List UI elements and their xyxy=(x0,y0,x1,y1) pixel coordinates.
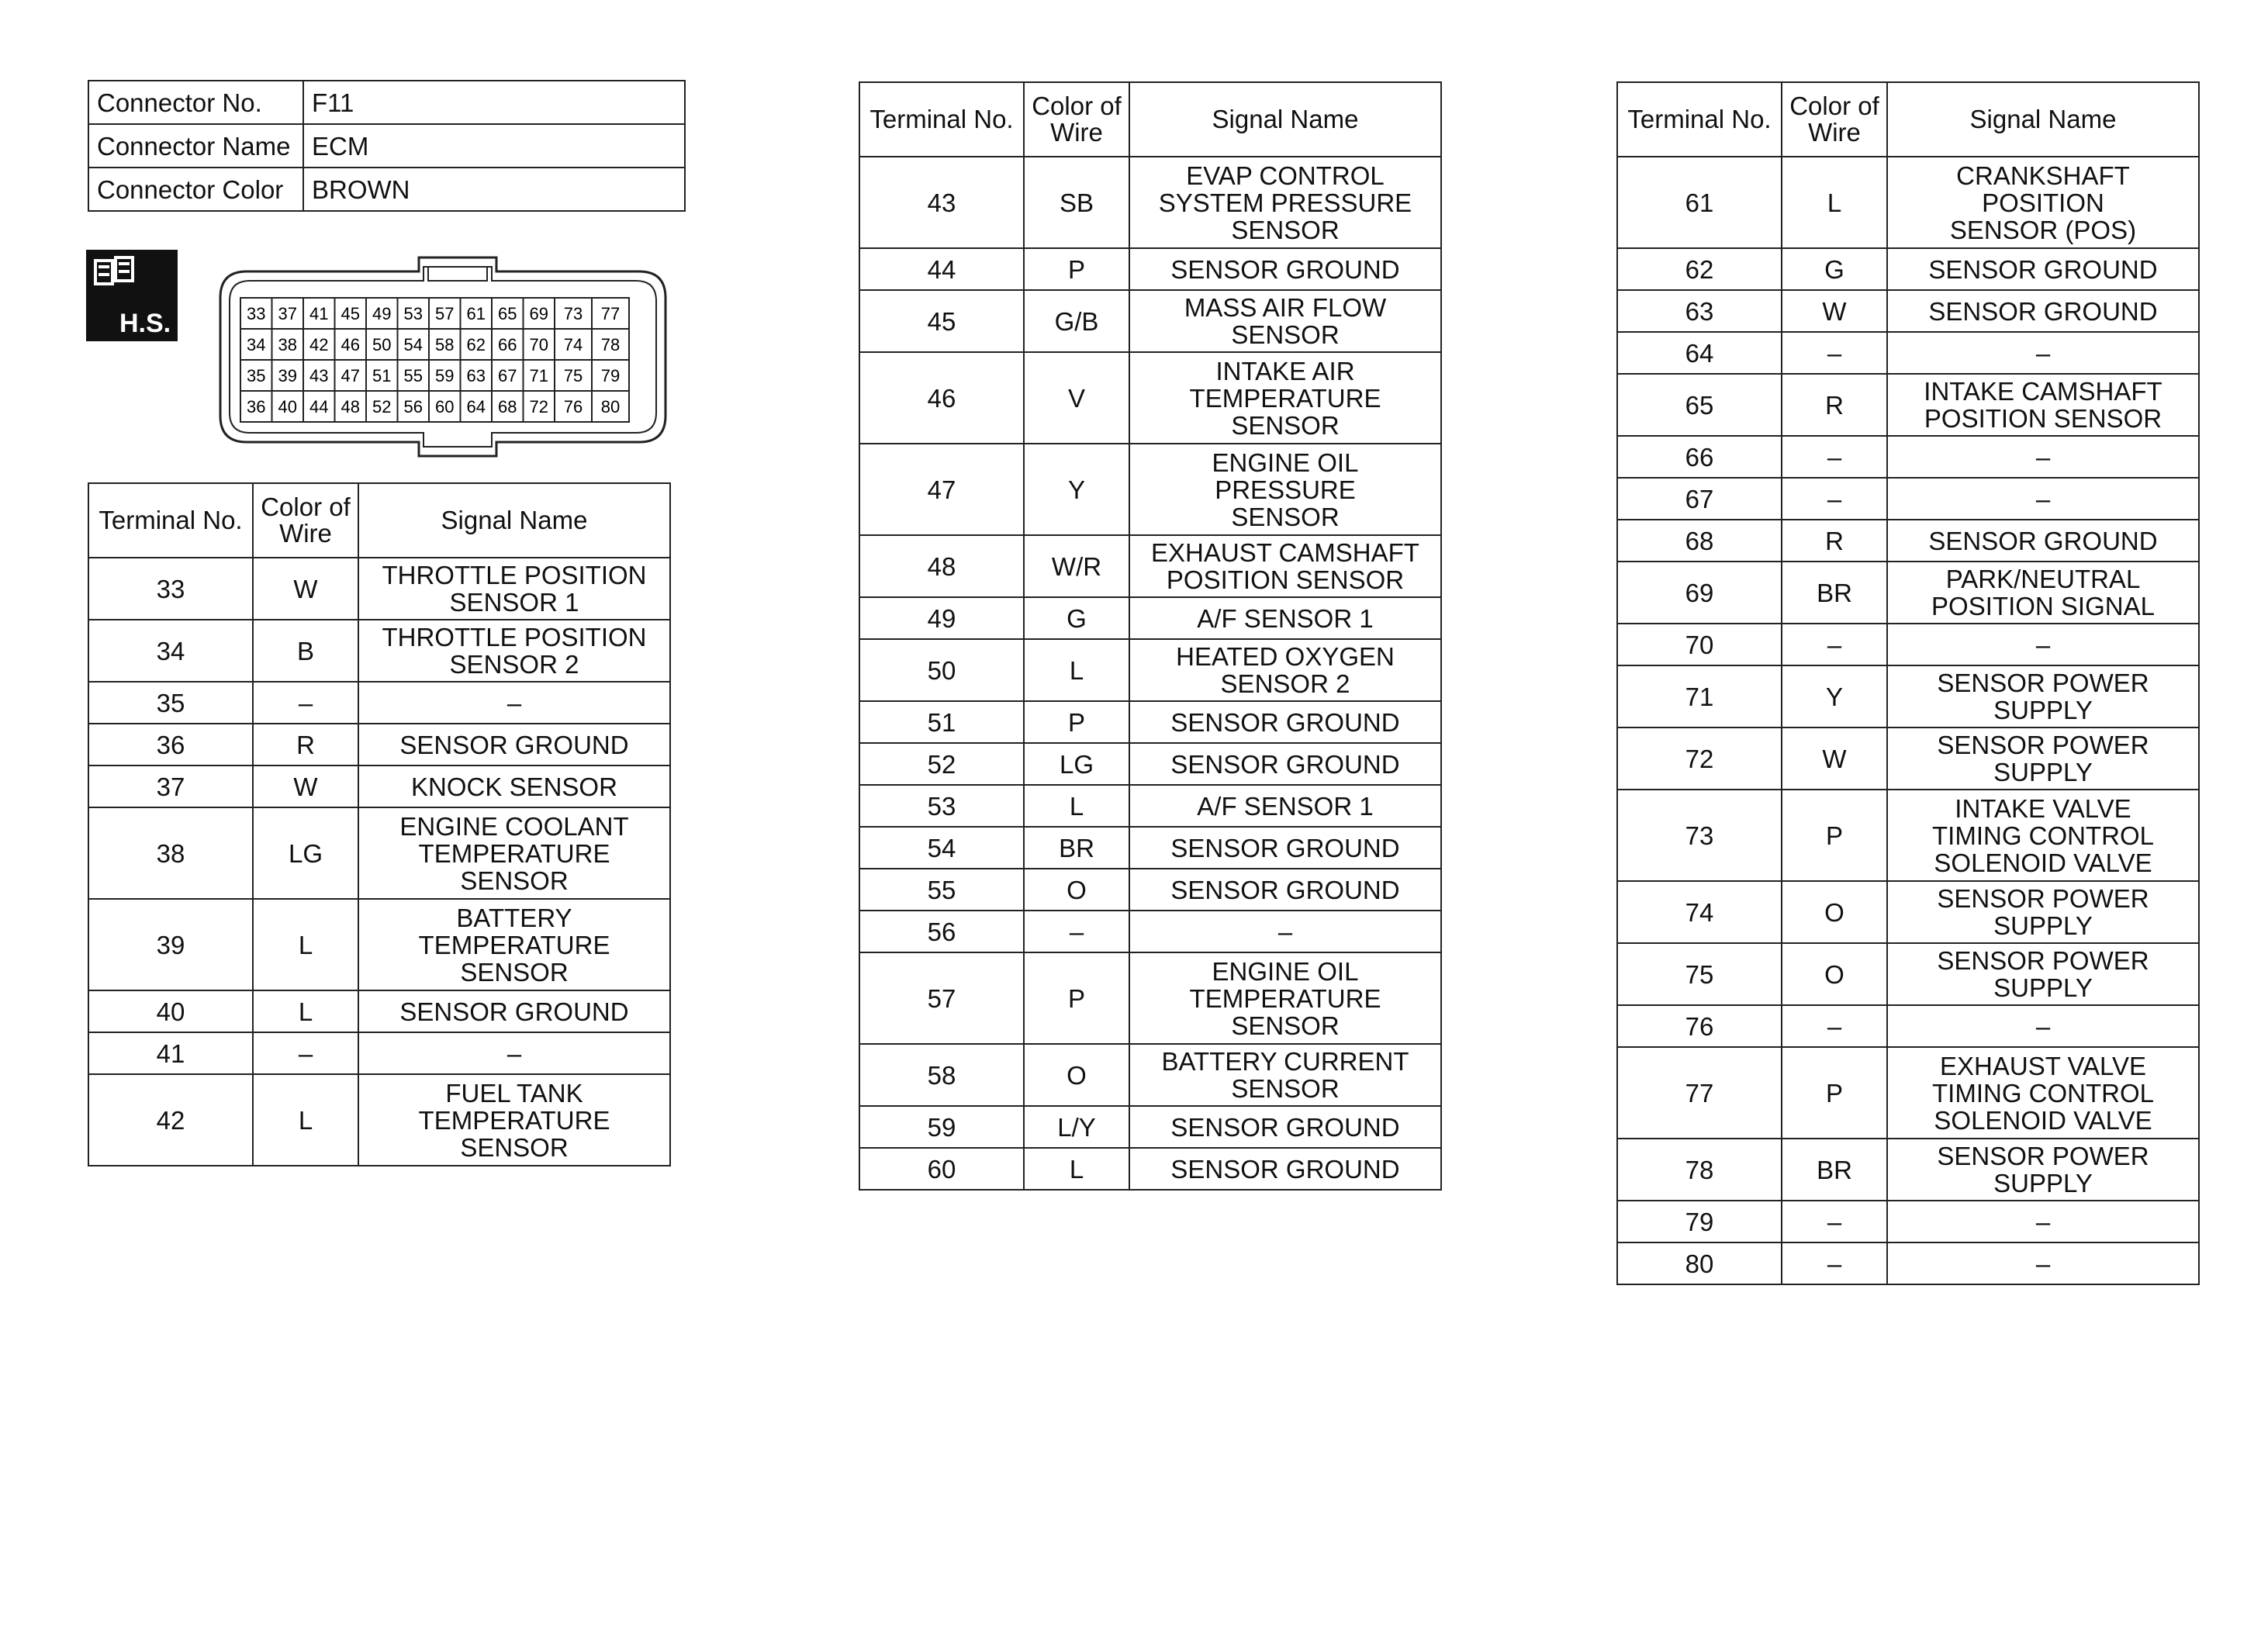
wire-color-cell: Y xyxy=(1782,665,1887,728)
table-row xyxy=(859,444,1441,535)
wire-color-cell: L xyxy=(1782,157,1887,248)
terminal-number-cell: 40 xyxy=(88,990,253,1032)
table-row xyxy=(1617,881,2199,943)
wire-color-cell: L xyxy=(253,990,358,1032)
wire-color-cell: – xyxy=(1024,911,1129,952)
wire-color-cell: P xyxy=(1782,1047,1887,1139)
pin-number: 66 xyxy=(498,335,517,354)
terminal-number-cell: 67 xyxy=(1617,478,1782,520)
signal-name-cell: – xyxy=(1887,436,2199,478)
signal-name-cell: SENSOR GROUND xyxy=(358,990,670,1032)
terminal-number-cell: 46 xyxy=(859,352,1024,444)
pin-number: 75 xyxy=(563,366,583,385)
wire-color-cell: L xyxy=(1024,639,1129,701)
signal-name-cell: SENSOR GROUND xyxy=(1129,701,1441,743)
header-terminal-no: Terminal No. xyxy=(859,82,1024,157)
table-row xyxy=(88,1074,670,1166)
table-row xyxy=(859,1148,1441,1190)
connector-face-diagram xyxy=(208,250,673,465)
pin-number: 55 xyxy=(403,366,423,385)
terminal-number-cell: 47 xyxy=(859,444,1024,535)
pin-number: 70 xyxy=(529,335,548,354)
pin-number: 41 xyxy=(309,304,329,323)
wire-color-cell: G xyxy=(1024,597,1129,639)
terminal-number-cell: 38 xyxy=(88,807,253,899)
terminal-number-cell: 43 xyxy=(859,157,1024,248)
pin-number: 58 xyxy=(435,335,455,354)
header-signal-name: Signal Name xyxy=(1129,82,1441,157)
pin-number: 46 xyxy=(341,335,360,354)
wire-color-cell: R xyxy=(1782,520,1887,562)
table-row xyxy=(88,558,670,620)
terminal-number-cell: 34 xyxy=(88,620,253,682)
pin-number: 54 xyxy=(403,335,423,354)
wire-color-cell: W xyxy=(1782,290,1887,332)
terminal-number-cell: 54 xyxy=(859,827,1024,869)
signal-name-cell: – xyxy=(358,1032,670,1074)
signal-name-cell: SENSOR POWER SUPPLY xyxy=(1887,943,2199,1005)
table-row xyxy=(1617,728,2199,790)
signal-name-cell: – xyxy=(358,682,670,724)
terminal-number-cell: 69 xyxy=(1617,562,1782,624)
terminal-number-cell: 58 xyxy=(859,1044,1024,1106)
pin-number: 53 xyxy=(403,304,423,323)
signal-name-cell: INTAKE VALVE TIMING CONTROL SOLENOID VALVE xyxy=(1887,790,2199,881)
terminal-number-cell: 37 xyxy=(88,766,253,807)
pin-number: 72 xyxy=(529,397,548,416)
wire-color-cell: Y xyxy=(1024,444,1129,535)
terminal-number-cell: 77 xyxy=(1617,1047,1782,1139)
table-row xyxy=(859,701,1441,743)
table-row xyxy=(859,290,1441,352)
table-row xyxy=(1617,157,2199,248)
terminal-number-cell: 61 xyxy=(1617,157,1782,248)
wire-color-cell: P xyxy=(1024,248,1129,290)
pin-number: 71 xyxy=(529,366,548,385)
header-signal-name: Signal Name xyxy=(1887,82,2199,157)
wire-color-cell: – xyxy=(253,1032,358,1074)
signal-name-cell: THROTTLE POSITION SENSOR 1 xyxy=(358,558,670,620)
signal-name-cell: ENGINE OIL TEMPERATURE SENSOR xyxy=(1129,952,1441,1044)
wire-color-cell: G/B xyxy=(1024,290,1129,352)
wire-color-cell: L xyxy=(1024,1148,1129,1190)
signal-name-cell: SENSOR GROUND xyxy=(1887,520,2199,562)
wire-color-cell: L/Y xyxy=(1024,1106,1129,1148)
signal-name-cell: BATTERY TEMPERATURE SENSOR xyxy=(358,899,670,990)
terminal-number-cell: 65 xyxy=(1617,374,1782,436)
terminal-number-cell: 49 xyxy=(859,597,1024,639)
wire-color-cell: BR xyxy=(1782,1139,1887,1201)
terminal-number-cell: 60 xyxy=(859,1148,1024,1190)
terminal-number-cell: 66 xyxy=(1617,436,1782,478)
wire-color-cell: O xyxy=(1782,943,1887,1005)
connector-info-label: Connector No. xyxy=(88,81,303,124)
terminal-number-cell: 44 xyxy=(859,248,1024,290)
signal-name-cell: SENSOR GROUND xyxy=(1129,1148,1441,1190)
signal-name-cell: SENSOR GROUND xyxy=(1129,827,1441,869)
terminal-number-cell: 76 xyxy=(1617,1005,1782,1047)
signal-name-cell: HEATED OXYGEN SENSOR 2 xyxy=(1129,639,1441,701)
pin-number: 37 xyxy=(278,304,297,323)
signal-name-cell: – xyxy=(1887,1242,2199,1284)
wire-color-cell: W xyxy=(1782,728,1887,790)
wire-color-cell: V xyxy=(1024,352,1129,444)
terminal-number-cell: 62 xyxy=(1617,248,1782,290)
table-row xyxy=(859,1044,1441,1106)
terminal-number-cell: 35 xyxy=(88,682,253,724)
terminal-number-cell: 36 xyxy=(88,724,253,766)
table-row xyxy=(88,1032,670,1074)
pin-number: 52 xyxy=(372,397,392,416)
terminal-number-cell: 55 xyxy=(859,869,1024,911)
table-row xyxy=(1617,332,2199,374)
terminal-number-cell: 41 xyxy=(88,1032,253,1074)
table-row xyxy=(859,827,1441,869)
pin-number: 48 xyxy=(341,397,360,416)
pin-number: 60 xyxy=(435,397,455,416)
table-row xyxy=(1617,248,2199,290)
terminal-number-cell: 63 xyxy=(1617,290,1782,332)
signal-name-cell: ENGINE OIL PRESSURE SENSOR xyxy=(1129,444,1441,535)
table-row xyxy=(859,597,1441,639)
signal-name-cell: – xyxy=(1887,1201,2199,1242)
table-row xyxy=(1617,943,2199,1005)
wire-color-cell: P xyxy=(1782,790,1887,881)
pin-number: 43 xyxy=(309,366,329,385)
table-row xyxy=(1617,290,2199,332)
terminal-number-cell: 68 xyxy=(1617,520,1782,562)
table-row xyxy=(88,807,670,899)
table-row xyxy=(1617,624,2199,665)
table-row xyxy=(859,1106,1441,1148)
terminal-number-cell: 59 xyxy=(859,1106,1024,1148)
connector-info-label: Connector Color xyxy=(88,168,303,211)
terminal-table-left xyxy=(88,482,671,1166)
pin-number: 51 xyxy=(372,366,392,385)
wire-color-cell: R xyxy=(1782,374,1887,436)
signal-name-cell: CRANKSHAFT POSITION SENSOR (POS) xyxy=(1887,157,2199,248)
wire-color-cell: LG xyxy=(253,807,358,899)
header-color-of-wire: Color of Wire xyxy=(1024,82,1129,157)
terminal-number-cell: 56 xyxy=(859,911,1024,952)
table-row xyxy=(1617,562,2199,624)
terminal-number-cell: 42 xyxy=(88,1074,253,1166)
wire-color-cell: O xyxy=(1782,881,1887,943)
table-row xyxy=(88,766,670,807)
pin-number: 74 xyxy=(563,335,583,354)
wire-color-cell: B xyxy=(253,620,358,682)
signal-name-cell: – xyxy=(1887,624,2199,665)
terminal-number-cell: 53 xyxy=(859,785,1024,827)
table-row xyxy=(1617,436,2199,478)
signal-name-cell: SENSOR GROUND xyxy=(1887,290,2199,332)
table-row xyxy=(1617,1139,2199,1201)
signal-name-cell: SENSOR GROUND xyxy=(1129,743,1441,785)
signal-name-cell: FUEL TANK TEMPERATURE SENSOR xyxy=(358,1074,670,1166)
terminal-number-cell: 79 xyxy=(1617,1201,1782,1242)
pin-number: 50 xyxy=(372,335,392,354)
table-row xyxy=(1617,665,2199,728)
pin-number: 38 xyxy=(278,335,297,354)
wire-color-cell: W xyxy=(253,766,358,807)
wire-color-cell: R xyxy=(253,724,358,766)
signal-name-cell: SENSOR GROUND xyxy=(358,724,670,766)
table-row xyxy=(88,620,670,682)
header-terminal-no: Terminal No. xyxy=(88,483,253,558)
connector-info-row xyxy=(88,168,685,211)
wire-color-cell: – xyxy=(1782,1242,1887,1284)
pin-number: 40 xyxy=(278,397,297,416)
signal-name-cell: SENSOR GROUND xyxy=(1887,248,2199,290)
wire-color-cell: – xyxy=(1782,1201,1887,1242)
header-color-of-wire: Color of Wire xyxy=(253,483,358,558)
terminal-number-cell: 64 xyxy=(1617,332,1782,374)
signal-name-cell: INTAKE AIR TEMPERATURE SENSOR xyxy=(1129,352,1441,444)
header-signal-name: Signal Name xyxy=(358,483,670,558)
table-row xyxy=(859,952,1441,1044)
table-row xyxy=(859,535,1441,597)
table-row xyxy=(88,899,670,990)
terminal-number-cell: 80 xyxy=(1617,1242,1782,1284)
pin-number: 77 xyxy=(600,304,621,323)
wire-color-cell: G xyxy=(1782,248,1887,290)
signal-name-cell: – xyxy=(1887,332,2199,374)
signal-name-cell: INTAKE CAMSHAFT POSITION SENSOR xyxy=(1887,374,2199,436)
wire-color-cell: L xyxy=(253,899,358,990)
connector-info-value: ECM xyxy=(303,124,685,168)
terminal-number-cell: 73 xyxy=(1617,790,1782,881)
signal-name-cell: SENSOR POWER SUPPLY xyxy=(1887,728,2199,790)
table-row xyxy=(859,248,1441,290)
terminal-number-cell: 57 xyxy=(859,952,1024,1044)
wire-color-cell: – xyxy=(253,682,358,724)
table-row xyxy=(859,911,1441,952)
wire-color-cell: L xyxy=(1024,785,1129,827)
terminal-number-cell: 70 xyxy=(1617,624,1782,665)
pin-number: 47 xyxy=(341,366,360,385)
terminal-number-cell: 33 xyxy=(88,558,253,620)
terminal-table-right xyxy=(1616,81,2200,1285)
table-row xyxy=(859,157,1441,248)
wire-color-cell: W xyxy=(253,558,358,620)
header-color-of-wire: Color of Wire xyxy=(1782,82,1887,157)
signal-name-cell: SENSOR POWER SUPPLY xyxy=(1887,665,2199,728)
signal-name-cell: KNOCK SENSOR xyxy=(358,766,670,807)
pin-number: 56 xyxy=(403,397,423,416)
signal-name-cell: SENSOR GROUND xyxy=(1129,1106,1441,1148)
pin-number: 42 xyxy=(309,335,329,354)
pin-number: 73 xyxy=(563,304,583,323)
table-row xyxy=(1617,478,2199,520)
wire-color-cell: L xyxy=(253,1074,358,1166)
terminal-number-cell: 51 xyxy=(859,701,1024,743)
terminal-number-cell: 72 xyxy=(1617,728,1782,790)
wire-color-cell: BR xyxy=(1024,827,1129,869)
table-row xyxy=(88,990,670,1032)
signal-name-cell: – xyxy=(1129,911,1441,952)
pin-number: 45 xyxy=(341,304,360,323)
pin-grid xyxy=(240,298,629,422)
wire-color-cell: – xyxy=(1782,1005,1887,1047)
signal-name-cell: EXHAUST VALVE TIMING CONTROL SOLENOID VALVE xyxy=(1887,1047,2199,1139)
terminal-number-cell: 45 xyxy=(859,290,1024,352)
header-terminal-no: Terminal No. xyxy=(1617,82,1782,157)
table-row xyxy=(859,743,1441,785)
pin-number: 78 xyxy=(600,335,621,354)
terminal-number-cell: 78 xyxy=(1617,1139,1782,1201)
terminal-number-cell: 74 xyxy=(1617,881,1782,943)
pin-number: 68 xyxy=(498,397,517,416)
table-row xyxy=(1617,1242,2199,1284)
signal-name-cell: – xyxy=(1887,478,2199,520)
pin-number: 34 xyxy=(247,335,266,354)
table-row xyxy=(859,352,1441,444)
terminal-number-cell: 39 xyxy=(88,899,253,990)
pin-number: 69 xyxy=(529,304,548,323)
signal-name-cell: PARK/NEUTRAL POSITION SIGNAL xyxy=(1887,562,2199,624)
pin-number: 67 xyxy=(498,366,517,385)
signal-name-cell: A/F SENSOR 1 xyxy=(1129,597,1441,639)
signal-name-cell: ENGINE COOLANT TEMPERATURE SENSOR xyxy=(358,807,670,899)
wire-color-cell: – xyxy=(1782,436,1887,478)
table-row xyxy=(1617,1047,2199,1139)
signal-name-cell: EXHAUST CAMSHAFT POSITION SENSOR xyxy=(1129,535,1441,597)
connector-info-value: F11 xyxy=(303,81,685,124)
table-row xyxy=(88,682,670,724)
wire-color-cell: LG xyxy=(1024,743,1129,785)
table-row xyxy=(859,785,1441,827)
signal-name-cell: EVAP CONTROL SYSTEM PRESSURE SENSOR xyxy=(1129,157,1441,248)
connector-info-label: Connector Name xyxy=(88,124,303,168)
pin-number: 62 xyxy=(466,335,486,354)
wire-color-cell: O xyxy=(1024,1044,1129,1106)
terminal-number-cell: 71 xyxy=(1617,665,1782,728)
signal-name-cell: A/F SENSOR 1 xyxy=(1129,785,1441,827)
table-row xyxy=(1617,1005,2199,1047)
table-row xyxy=(1617,374,2199,436)
terminal-table-middle xyxy=(859,81,1442,1191)
wire-color-cell: SB xyxy=(1024,157,1129,248)
wire-color-cell: – xyxy=(1782,332,1887,374)
signal-name-cell: MASS AIR FLOW SENSOR xyxy=(1129,290,1441,352)
wire-color-cell: – xyxy=(1782,478,1887,520)
harness-connector-badge xyxy=(86,250,178,341)
wire-color-cell: – xyxy=(1782,624,1887,665)
wire-color-cell: P xyxy=(1024,952,1129,1044)
hs-badge-text: H.S. xyxy=(119,309,171,338)
pin-number: 76 xyxy=(563,397,583,416)
signal-name-cell: SENSOR POWER SUPPLY xyxy=(1887,881,2199,943)
pin-number: 80 xyxy=(600,397,621,416)
pin-number: 39 xyxy=(278,366,297,385)
pin-number: 57 xyxy=(435,304,455,323)
signal-name-cell: SENSOR POWER SUPPLY xyxy=(1887,1139,2199,1201)
signal-name-cell: THROTTLE POSITION SENSOR 2 xyxy=(358,620,670,682)
connector-info-row xyxy=(88,81,685,124)
connector-info-row xyxy=(88,124,685,168)
terminal-number-cell: 50 xyxy=(859,639,1024,701)
signal-name-cell: SENSOR GROUND xyxy=(1129,248,1441,290)
signal-name-cell: SENSOR GROUND xyxy=(1129,869,1441,911)
pin-number: 79 xyxy=(600,366,621,385)
pin-number: 33 xyxy=(247,304,266,323)
pin-number: 61 xyxy=(466,304,486,323)
wire-color-cell: O xyxy=(1024,869,1129,911)
terminal-number-cell: 52 xyxy=(859,743,1024,785)
terminal-number-cell: 48 xyxy=(859,535,1024,597)
pin-number: 63 xyxy=(466,366,486,385)
table-row xyxy=(859,869,1441,911)
signal-name-cell: BATTERY CURRENT SENSOR xyxy=(1129,1044,1441,1106)
terminal-number-cell: 75 xyxy=(1617,943,1782,1005)
table-row xyxy=(859,639,1441,701)
wire-color-cell: BR xyxy=(1782,562,1887,624)
connector-info-value: BROWN xyxy=(303,168,685,211)
pin-number: 35 xyxy=(247,366,266,385)
wire-color-cell: W/R xyxy=(1024,535,1129,597)
signal-name-cell: – xyxy=(1887,1005,2199,1047)
pin-number: 65 xyxy=(498,304,517,323)
table-row xyxy=(1617,1201,2199,1242)
pin-number: 44 xyxy=(309,397,329,416)
pin-number: 36 xyxy=(247,397,266,416)
pin-number: 49 xyxy=(372,304,392,323)
table-row xyxy=(1617,790,2199,881)
pin-number: 59 xyxy=(435,366,455,385)
table-row xyxy=(88,724,670,766)
wire-color-cell: P xyxy=(1024,701,1129,743)
table-row xyxy=(1617,520,2199,562)
pin-number: 64 xyxy=(466,397,486,416)
connector-info-table xyxy=(88,80,686,212)
